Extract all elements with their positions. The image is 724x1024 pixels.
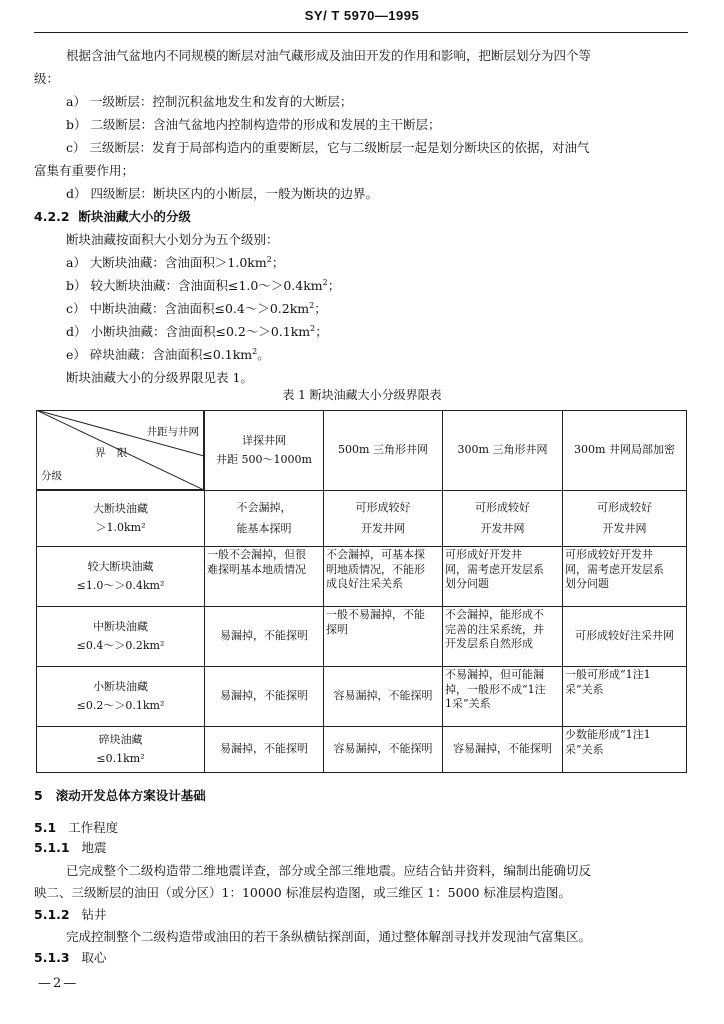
section-heading-5-1-3: [34, 950, 107, 966]
classification-table: [36, 410, 686, 772]
cell-line: 可形成较好: [355, 501, 411, 514]
column-header: [204, 410, 324, 491]
table-cell: [204, 490, 324, 547]
table-cell: [442, 726, 563, 773]
cell-line: 较大断块油藏: [87, 560, 154, 573]
cell-line: 碎块油藏: [98, 733, 143, 746]
table-cell: [323, 606, 443, 667]
cell-line: 300m 井网局部加密: [574, 443, 675, 457]
cell-line: 容易漏掉，不能探明: [453, 742, 552, 756]
size-item: a） 大断块油藏：含油面积$>1.0km^2$；: [66, 254, 285, 270]
intro-line: 级：: [34, 71, 60, 86]
section-heading-4-2-2: [34, 209, 191, 225]
fault-item: c） 三级断层：发育于局部构造内的重要断层，它与二级断层一起是划分断块区的依据，对油气: [66, 140, 590, 155]
cell-line: 小断块油藏: [93, 680, 148, 693]
cell-line: 掉，一般形不成“1注: [445, 682, 546, 696]
section-heading-5-1-2: [34, 907, 107, 923]
cell-line: 采”关系: [565, 742, 604, 756]
section-number: 4.2.2: [34, 209, 70, 224]
cell-line: 划分问题: [565, 577, 609, 590]
paragraph-line: 已完成整个二级构造带二维地震详查，部分或全部三维地震。应结合钻井资料，编制出能确切反: [66, 863, 592, 878]
cell-line: 可形成较好注采井网: [575, 629, 674, 643]
cell-line: 一般不易漏掉，不能: [326, 608, 425, 621]
cell-line: 探明: [326, 622, 348, 636]
paragraph-line: 完成控制整个二级构造带或油田的若干条纵横钻探剖面，通过整体解剖寻找并发现油气富集区。: [66, 929, 592, 944]
cell-line: 中断块油藏: [93, 620, 148, 633]
fault-item: b） 二级断层：含油气盆地内控制构造带的形成和发展的主干断层；: [66, 117, 441, 132]
cell-line: 开发井网: [480, 521, 525, 535]
cell-line: 易漏掉，不能探明: [220, 689, 308, 703]
fault-item: 富集有重要作用；: [34, 163, 135, 178]
cell-line: 成良好注采关系: [326, 577, 403, 590]
table-cell: [562, 490, 687, 547]
cell-line: 开发层系自然形成: [445, 637, 533, 650]
cell-line: 可形成较好: [597, 501, 652, 514]
table-cell: [323, 490, 443, 547]
corner-label-top: 井距与井网: [146, 426, 199, 438]
cell-line: 一般可形成“1注1: [565, 668, 651, 681]
table-cell: [442, 490, 563, 547]
table-cell: [442, 546, 563, 607]
table-cell: [323, 666, 443, 727]
cell-line: 采”关系: [565, 682, 604, 696]
section-number: 5.1.3: [34, 950, 70, 965]
table-cell: [204, 726, 324, 773]
cell-line: 不会漏掉，能形成不: [445, 608, 544, 621]
cell-line: 可形成较好: [475, 501, 530, 514]
cell-line: 开发井网: [361, 521, 405, 535]
standard-number: SY/ T 5970—1995: [304, 8, 420, 23]
table-cell: [323, 546, 443, 607]
cell-line: 完善的注采系统，并: [445, 622, 544, 636]
cell-line: ≤0.1km²: [96, 751, 145, 765]
cell-line: 可形成好开发井: [445, 548, 522, 561]
cell-line: 一般不会漏掉，但很: [207, 548, 306, 561]
table-reference: 断块油藏大小的分级界限见表 1。: [66, 370, 253, 385]
section-heading-5: [34, 788, 206, 804]
cell-line: 网，需考虑开发层系: [565, 562, 664, 576]
size-item: b） 较大断块油藏：含油面积$\le 1.0\sim>0.4km^2$；: [66, 277, 341, 293]
section-title: 钻井: [81, 907, 107, 922]
cell-line: 网，需考虑开发层系: [445, 562, 544, 576]
section-heading-5-1-1: [34, 840, 107, 856]
table-caption: 表 1 断块油藏大小分级界限表: [282, 388, 442, 402]
cell-line: ≤0.2～＞0.1km²: [76, 698, 165, 712]
cell-line: 不会漏掉，可基本探: [326, 548, 425, 561]
cell-line: 不会漏掉，: [236, 501, 292, 514]
table-cell: [204, 666, 324, 727]
intro-line: 根据含油气盆地内不同规模的断层对油气藏形成及油田开发的作用和影响，把断层划分为四个等: [66, 48, 592, 63]
cell-line: 少数能形成“1注1: [565, 728, 651, 741]
row-label: [36, 546, 205, 607]
section-heading-5-1: [34, 820, 118, 836]
cell-line: 难探明基本地质情况: [207, 562, 306, 576]
table-cell: [562, 666, 687, 727]
cell-line: 容易漏掉，不能探明: [333, 742, 433, 756]
paragraph-line: 映二、三级断层的油田（或分区）1：10000 标准层构造图，或三维区 1：5000 标准层构造图。: [34, 885, 571, 900]
table-cell: [442, 666, 563, 727]
cell-line: ≤1.0～＞0.4km²: [76, 578, 165, 592]
size-item: e） 碎块油藏：含油面积$\le 0.1km^2$。: [66, 346, 270, 362]
fault-item: d） 四级断层：断块区内的小断层，一般为断块的边界。: [66, 186, 378, 201]
cell-line: ＞1.0km²: [95, 520, 146, 534]
cell-line: 开发井网: [602, 521, 647, 535]
table-cell: [562, 546, 687, 607]
section-number: 5.1: [34, 820, 57, 835]
section-title: 取心: [81, 950, 107, 965]
section-number: 5.1.1: [34, 840, 70, 855]
section-title: 滚动开发总体方案设计基础: [55, 788, 206, 803]
cell-line: 不易漏掉，但可能漏: [445, 668, 544, 681]
cell-line: 井距 500～1000m: [216, 452, 312, 466]
cell-line: 容易漏掉，不能探明: [333, 689, 433, 703]
column-header: [562, 410, 687, 491]
size-item: c） 中断块油藏：含油面积$\le 0.4\sim>0.2km^2$；: [66, 300, 327, 316]
row-label: [36, 666, 205, 727]
table-cell: [204, 546, 324, 607]
row-label: [36, 490, 205, 547]
section-title: 工作程度: [68, 820, 119, 835]
cell-line: 能基本探明: [236, 521, 292, 535]
section-lead: 断块油藏按面积大小划分为五个级别：: [66, 232, 279, 247]
table-cell: [204, 606, 324, 667]
row-label: [36, 726, 205, 773]
cell-line: 300m 三角形井网: [457, 443, 548, 457]
header-rule: [34, 32, 688, 33]
cell-line: 大断块油藏: [93, 502, 148, 515]
fault-item: a） 一级断层：控制沉积盆地发生和发育的大断层；: [66, 94, 353, 109]
cell-line: 可形成较好开发井: [565, 548, 653, 561]
cell-line: ≤0.4～＞0.2km²: [76, 638, 165, 652]
cell-line: 易漏掉，不能探明: [220, 742, 308, 756]
cell-line: 500m 三角形井网: [338, 443, 428, 457]
table-corner-cell: [36, 410, 204, 490]
cell-line: 1采”关系: [445, 697, 491, 710]
table-cell: [323, 726, 443, 773]
table-cell: [562, 606, 687, 667]
corner-label-bottom: 分级: [41, 470, 62, 482]
table-cell: [562, 726, 687, 773]
table-cell: [442, 606, 563, 667]
row-label: [36, 606, 205, 667]
section-number: 5.1.2: [34, 907, 70, 922]
size-item: d） 小断块油藏：含油面积$\le 0.2\sim>0.1km^2$；: [66, 323, 328, 339]
column-header: [323, 410, 443, 491]
section-title: 断块油藏大小的分级: [78, 209, 191, 224]
cell-line: 划分问题: [445, 577, 489, 590]
column-header: [442, 410, 563, 491]
cell-line: 明地质情况，不能形: [326, 562, 425, 576]
page-number: —2—: [38, 976, 79, 991]
cell-line: 易漏掉，不能探明: [220, 629, 308, 643]
section-number: 5: [34, 788, 43, 803]
corner-label-mid: 界 限: [95, 447, 132, 459]
cell-line: 详探井网: [241, 434, 286, 447]
section-title: 地震: [81, 840, 107, 855]
